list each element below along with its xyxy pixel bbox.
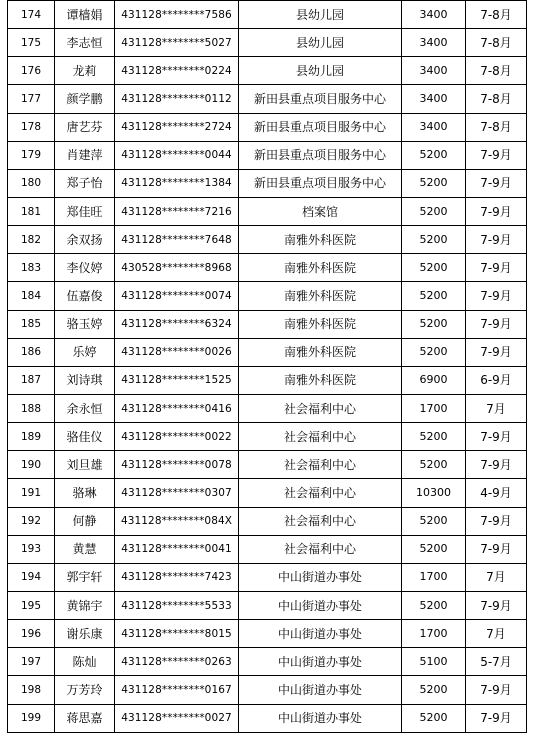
row-number-cell: 198: [8, 676, 55, 704]
unit-cell: 社会福利中心: [239, 394, 402, 422]
row-number-cell: 191: [8, 479, 55, 507]
row-number-cell: 193: [8, 535, 55, 563]
row-number-cell: 178: [8, 113, 55, 141]
unit-cell: 县幼儿园: [239, 1, 402, 29]
amount-cell: 5200: [402, 197, 466, 225]
unit-cell: 新田县重点项目服务中心: [239, 113, 402, 141]
unit-cell: 新田县重点项目服务中心: [239, 141, 402, 169]
period-cell: 6-9月: [466, 366, 527, 394]
period-cell: 7-9月: [466, 704, 527, 732]
period-cell: 7-8月: [466, 29, 527, 57]
period-cell: 7-8月: [466, 85, 527, 113]
id-number-cell: 431128********7216: [115, 197, 239, 225]
table-row: [8, 676, 527, 704]
name-cell: 骆琳: [55, 479, 115, 507]
amount-cell: 5200: [402, 676, 466, 704]
unit-cell: 社会福利中心: [239, 507, 402, 535]
table-row: [8, 338, 527, 366]
row-number-cell: 188: [8, 394, 55, 422]
period-cell: 7-9月: [466, 282, 527, 310]
row-number-cell: 195: [8, 591, 55, 619]
table-row: [8, 113, 527, 141]
table-row: [8, 141, 527, 169]
id-number-cell: 431128********0112: [115, 85, 239, 113]
id-number-cell: 431128********0078: [115, 451, 239, 479]
name-cell: 余双扬: [55, 226, 115, 254]
table-row: [8, 310, 527, 338]
unit-cell: 南雅外科医院: [239, 310, 402, 338]
amount-cell: 1700: [402, 620, 466, 648]
unit-cell: 南雅外科医院: [239, 338, 402, 366]
id-number-cell: 431128********0022: [115, 423, 239, 451]
unit-cell: 中山街道办事处: [239, 563, 402, 591]
period-cell: 7-9月: [466, 507, 527, 535]
table-row: [8, 169, 527, 197]
table-row: [8, 226, 527, 254]
name-cell: 骆佳仪: [55, 423, 115, 451]
table-row: [8, 648, 527, 676]
period-cell: 7月: [466, 563, 527, 591]
table-row: [8, 591, 527, 619]
id-number-cell: 431128********0224: [115, 57, 239, 85]
row-number-cell: 182: [8, 226, 55, 254]
unit-cell: 中山街道办事处: [239, 648, 402, 676]
unit-cell: 档案馆: [239, 197, 402, 225]
id-number-cell: 431128********5027: [115, 29, 239, 57]
id-number-cell: 431128********0026: [115, 338, 239, 366]
id-number-cell: 431128********1525: [115, 366, 239, 394]
table-row: [8, 507, 527, 535]
row-number-cell: 192: [8, 507, 55, 535]
table-row: [8, 1, 527, 29]
period-cell: 7-9月: [466, 451, 527, 479]
id-number-cell: 431128********0416: [115, 394, 239, 422]
unit-cell: 社会福利中心: [239, 535, 402, 563]
period-cell: 7-9月: [466, 197, 527, 225]
period-cell: 7-9月: [466, 423, 527, 451]
row-number-cell: 175: [8, 29, 55, 57]
row-number-cell: 174: [8, 1, 55, 29]
amount-cell: 5200: [402, 141, 466, 169]
period-cell: 7-9月: [466, 338, 527, 366]
row-number-cell: 176: [8, 57, 55, 85]
name-cell: 龙莉: [55, 57, 115, 85]
row-number-cell: 184: [8, 282, 55, 310]
period-cell: 7-9月: [466, 591, 527, 619]
table-row: [8, 57, 527, 85]
row-number-cell: 196: [8, 620, 55, 648]
row-number-cell: 190: [8, 451, 55, 479]
unit-cell: 中山街道办事处: [239, 620, 402, 648]
period-cell: 7-9月: [466, 535, 527, 563]
amount-cell: 5200: [402, 282, 466, 310]
name-cell: 万芳玲: [55, 676, 115, 704]
table-row: [8, 197, 527, 225]
table-row: [8, 29, 527, 57]
period-cell: 7-9月: [466, 676, 527, 704]
period-cell: 7-9月: [466, 226, 527, 254]
name-cell: 谭樯娟: [55, 1, 115, 29]
id-number-cell: 431128********0263: [115, 648, 239, 676]
period-cell: 7-9月: [466, 310, 527, 338]
period-cell: 7-9月: [466, 169, 527, 197]
period-cell: 7-8月: [466, 1, 527, 29]
period-cell: 7-8月: [466, 113, 527, 141]
amount-cell: 5200: [402, 507, 466, 535]
name-cell: 李志恒: [55, 29, 115, 57]
name-cell: 骆玉婷: [55, 310, 115, 338]
id-number-cell: 431128********2724: [115, 113, 239, 141]
amount-cell: 5200: [402, 451, 466, 479]
table-row: [8, 479, 527, 507]
row-number-cell: 186: [8, 338, 55, 366]
row-number-cell: 181: [8, 197, 55, 225]
name-cell: 刘旦雄: [55, 451, 115, 479]
unit-cell: 南雅外科医院: [239, 254, 402, 282]
amount-cell: 3400: [402, 57, 466, 85]
unit-cell: 新田县重点项目服务中心: [239, 85, 402, 113]
id-number-cell: 431128********7423: [115, 563, 239, 591]
name-cell: 郑子怡: [55, 169, 115, 197]
amount-cell: 5200: [402, 226, 466, 254]
period-cell: 5-7月: [466, 648, 527, 676]
table-row: [8, 423, 527, 451]
name-cell: 黄锦宇: [55, 591, 115, 619]
id-number-cell: 431128********0074: [115, 282, 239, 310]
period-cell: 7月: [466, 620, 527, 648]
name-cell: 余永恒: [55, 394, 115, 422]
row-number-cell: 199: [8, 704, 55, 732]
unit-cell: 中山街道办事处: [239, 704, 402, 732]
table-row: [8, 366, 527, 394]
period-cell: 7-9月: [466, 254, 527, 282]
table-row: [8, 620, 527, 648]
unit-cell: 南雅外科医院: [239, 226, 402, 254]
name-cell: 颜学鹏: [55, 85, 115, 113]
id-number-cell: 430528********8968: [115, 254, 239, 282]
name-cell: 刘诗琪: [55, 366, 115, 394]
amount-cell: 5200: [402, 535, 466, 563]
amount-cell: 5200: [402, 423, 466, 451]
row-number-cell: 187: [8, 366, 55, 394]
row-number-cell: 179: [8, 141, 55, 169]
id-number-cell: 431128********0044: [115, 141, 239, 169]
amount-cell: 5200: [402, 591, 466, 619]
name-cell: 伍嘉俊: [55, 282, 115, 310]
id-number-cell: 431128********7586: [115, 1, 239, 29]
table-row: [8, 282, 527, 310]
id-number-cell: 431128********0307: [115, 479, 239, 507]
amount-cell: 5200: [402, 338, 466, 366]
name-cell: 唐艺芬: [55, 113, 115, 141]
amount-cell: 5200: [402, 254, 466, 282]
id-number-cell: 431128********0167: [115, 676, 239, 704]
name-cell: 郑佳旺: [55, 197, 115, 225]
row-number-cell: 183: [8, 254, 55, 282]
id-number-cell: 431128********8015: [115, 620, 239, 648]
row-number-cell: 185: [8, 310, 55, 338]
unit-cell: 南雅外科医院: [239, 282, 402, 310]
name-cell: 郭宇轩: [55, 563, 115, 591]
row-number-cell: 180: [8, 169, 55, 197]
unit-cell: 社会福利中心: [239, 423, 402, 451]
amount-cell: 5200: [402, 169, 466, 197]
unit-cell: 新田县重点项目服务中心: [239, 169, 402, 197]
id-number-cell: 431128********0041: [115, 535, 239, 563]
unit-cell: 中山街道办事处: [239, 676, 402, 704]
amount-cell: 1700: [402, 563, 466, 591]
subsidy-table: [7, 0, 527, 733]
period-cell: 7-8月: [466, 57, 527, 85]
unit-cell: 中山街道办事处: [239, 591, 402, 619]
unit-cell: 社会福利中心: [239, 451, 402, 479]
amount-cell: 3400: [402, 113, 466, 141]
name-cell: 何静: [55, 507, 115, 535]
unit-cell: 县幼儿园: [239, 29, 402, 57]
id-number-cell: 431128********1384: [115, 169, 239, 197]
period-cell: 4-9月: [466, 479, 527, 507]
amount-cell: 3400: [402, 85, 466, 113]
name-cell: 蒋思嘉: [55, 704, 115, 732]
amount-cell: 3400: [402, 29, 466, 57]
row-number-cell: 177: [8, 85, 55, 113]
table-row: [8, 451, 527, 479]
amount-cell: 6900: [402, 366, 466, 394]
name-cell: 李仪婷: [55, 254, 115, 282]
table-row: [8, 85, 527, 113]
name-cell: 肖建萍: [55, 141, 115, 169]
row-number-cell: 197: [8, 648, 55, 676]
amount-cell: 10300: [402, 479, 466, 507]
amount-cell: 5200: [402, 704, 466, 732]
table-body: [8, 1, 527, 733]
amount-cell: 1700: [402, 394, 466, 422]
period-cell: 7月: [466, 394, 527, 422]
amount-cell: 5200: [402, 310, 466, 338]
unit-cell: 南雅外科医院: [239, 366, 402, 394]
table-row: [8, 704, 527, 732]
unit-cell: 县幼儿园: [239, 57, 402, 85]
amount-cell: 5100: [402, 648, 466, 676]
id-number-cell: 431128********5533: [115, 591, 239, 619]
name-cell: 乐婷: [55, 338, 115, 366]
row-number-cell: 189: [8, 423, 55, 451]
id-number-cell: 431128********7648: [115, 226, 239, 254]
name-cell: 陈灿: [55, 648, 115, 676]
name-cell: 谢乐康: [55, 620, 115, 648]
table-row: [8, 394, 527, 422]
amount-cell: 3400: [402, 1, 466, 29]
table-row: [8, 535, 527, 563]
unit-cell: 社会福利中心: [239, 479, 402, 507]
table-row: [8, 563, 527, 591]
period-cell: 7-9月: [466, 141, 527, 169]
name-cell: 黄慧: [55, 535, 115, 563]
id-number-cell: 431128********6324: [115, 310, 239, 338]
table-row: [8, 254, 527, 282]
id-number-cell: 431128********0027: [115, 704, 239, 732]
id-number-cell: 431128********084X: [115, 507, 239, 535]
row-number-cell: 194: [8, 563, 55, 591]
